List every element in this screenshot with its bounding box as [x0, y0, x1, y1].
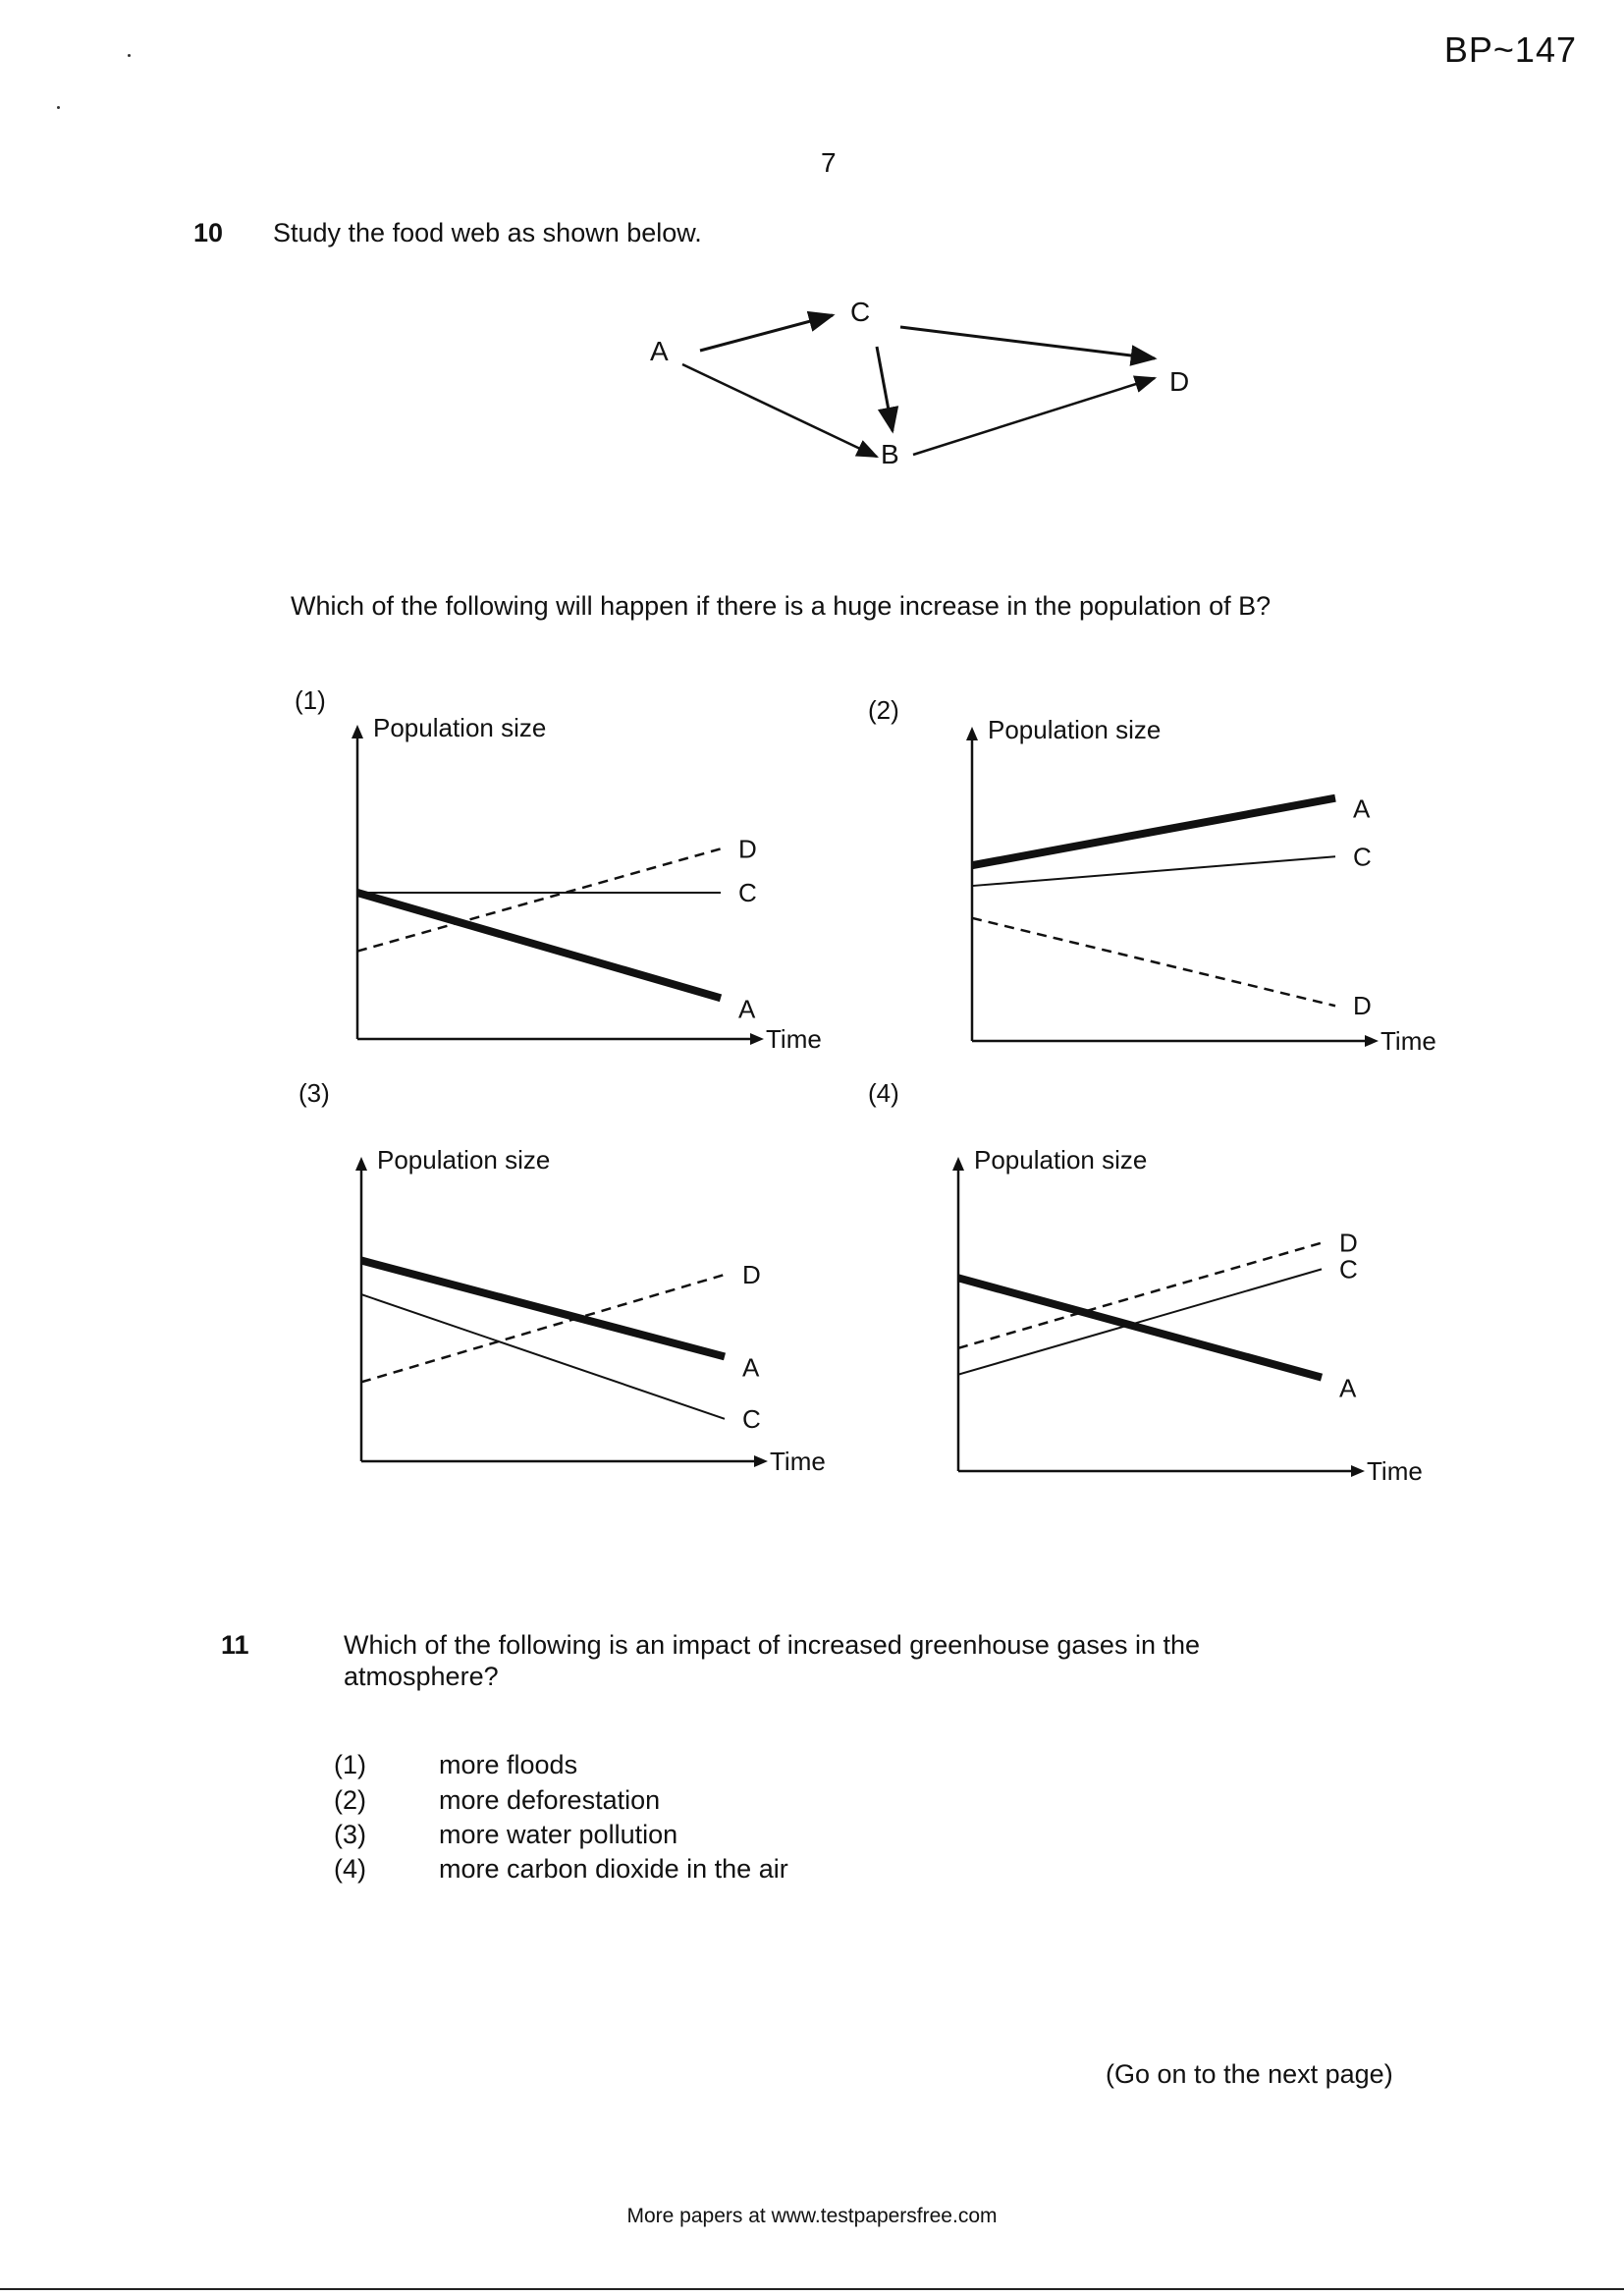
series-line-a — [972, 798, 1335, 866]
series-label-a: A — [1353, 793, 1371, 824]
paper-code: BP~147 — [1443, 29, 1577, 70]
scan-speck — [57, 106, 60, 109]
question-11-prompt-line2: atmosphere? — [344, 1662, 499, 1691]
x-axis-arrowhead — [750, 1033, 764, 1045]
question-11-option-2-num: (2) — [334, 1785, 366, 1815]
question-11-option-4-text: more carbon dioxide in the air — [439, 1854, 788, 1884]
series-label-c: C — [742, 1403, 761, 1434]
series-label-c: C — [738, 878, 757, 907]
series-label-d: D — [742, 1259, 761, 1289]
food-web-node: A — [650, 336, 669, 366]
x-axis-arrowhead — [1365, 1035, 1379, 1047]
graph-option-3 — [342, 1139, 852, 1503]
graph-option-3-label: (3) — [298, 1078, 330, 1108]
x-axis-label: Time — [766, 1024, 822, 1054]
page-number: 7 — [821, 147, 837, 178]
graph-option-2 — [952, 709, 1463, 1082]
go-on-next-page: (Go on to the next page) — [1106, 2059, 1393, 2089]
question-11-option-1-text: more floods — [439, 1750, 578, 1779]
x-axis-arrowhead — [754, 1455, 768, 1467]
question-11-option-3-num: (3) — [334, 1820, 366, 1849]
y-axis-arrowhead — [352, 725, 363, 738]
graph-option-2-label: (2) — [868, 695, 899, 725]
series-line-a — [958, 1278, 1322, 1377]
series-line-d — [972, 918, 1335, 1006]
food-web-arrow-c-d — [900, 327, 1155, 358]
food-web-arrow-b-d — [913, 378, 1155, 455]
series-label-a: A — [742, 1352, 760, 1383]
question-11-prompt-line1: Which of the following is an impact of increased greenhouse gases in the — [344, 1630, 1201, 1660]
more-papers-link: More papers at www.testpapersfree.com — [626, 2205, 998, 2227]
graph-option-1-label: (1) — [295, 685, 326, 715]
series-label-d: D — [1339, 1228, 1358, 1258]
series-label-c: C — [1339, 1254, 1358, 1285]
bottom-rule — [0, 2288, 1624, 2290]
x-axis-label: Time — [1380, 1026, 1436, 1056]
x-axis-arrowhead — [1351, 1465, 1365, 1477]
question-11-number: 11 — [221, 1630, 249, 1660]
food-web-node: C — [850, 297, 871, 327]
graph-option-1 — [338, 707, 848, 1080]
y-axis-label: Population size — [377, 1145, 551, 1175]
series-line-c — [361, 1294, 725, 1419]
graph-option-4 — [939, 1139, 1449, 1512]
x-axis-label: Time — [1367, 1456, 1423, 1486]
y-axis-arrowhead — [355, 1157, 367, 1171]
y-axis-arrowhead — [952, 1157, 964, 1171]
question-10-question: Which of the following will happen if there is a huge increase in the population of B? — [291, 591, 1272, 621]
question-11-option-3-text: more water pollution — [439, 1820, 678, 1849]
series-line-a — [361, 1261, 725, 1357]
x-axis-label: Time — [770, 1447, 826, 1476]
question-11-option-1-num: (1) — [334, 1750, 366, 1779]
food-web-arrow-a-b — [682, 364, 877, 457]
food-web-diagram — [628, 290, 1218, 476]
series-label-d: D — [738, 834, 757, 864]
series-line-c — [972, 856, 1335, 886]
graph-option-4-label: (4) — [868, 1078, 899, 1108]
question-11-option-4-num: (4) — [334, 1854, 366, 1884]
y-axis-label: Population size — [373, 713, 547, 742]
y-axis-arrowhead — [966, 727, 978, 740]
series-line-a — [357, 893, 721, 998]
series-label-d: D — [1353, 991, 1372, 1021]
y-axis-label: Population size — [974, 1145, 1148, 1175]
food-web-node: D — [1169, 366, 1190, 397]
food-web-arrow-c-b — [877, 347, 893, 431]
series-label-a: A — [738, 994, 756, 1024]
series-label-c: C — [1353, 842, 1372, 872]
series-line-d — [361, 1275, 725, 1382]
food-web-arrow-a-c — [700, 315, 833, 351]
question-10-number: 10 — [193, 218, 224, 247]
question-11-option-2-text: more deforestation — [439, 1785, 661, 1815]
series-line-d — [357, 848, 721, 951]
scan-speck — [128, 54, 131, 57]
food-web-node: B — [881, 439, 899, 469]
y-axis-label: Population size — [988, 715, 1162, 744]
question-10-prompt: Study the food web as shown below. — [273, 218, 702, 247]
series-label-a: A — [1339, 1373, 1357, 1403]
